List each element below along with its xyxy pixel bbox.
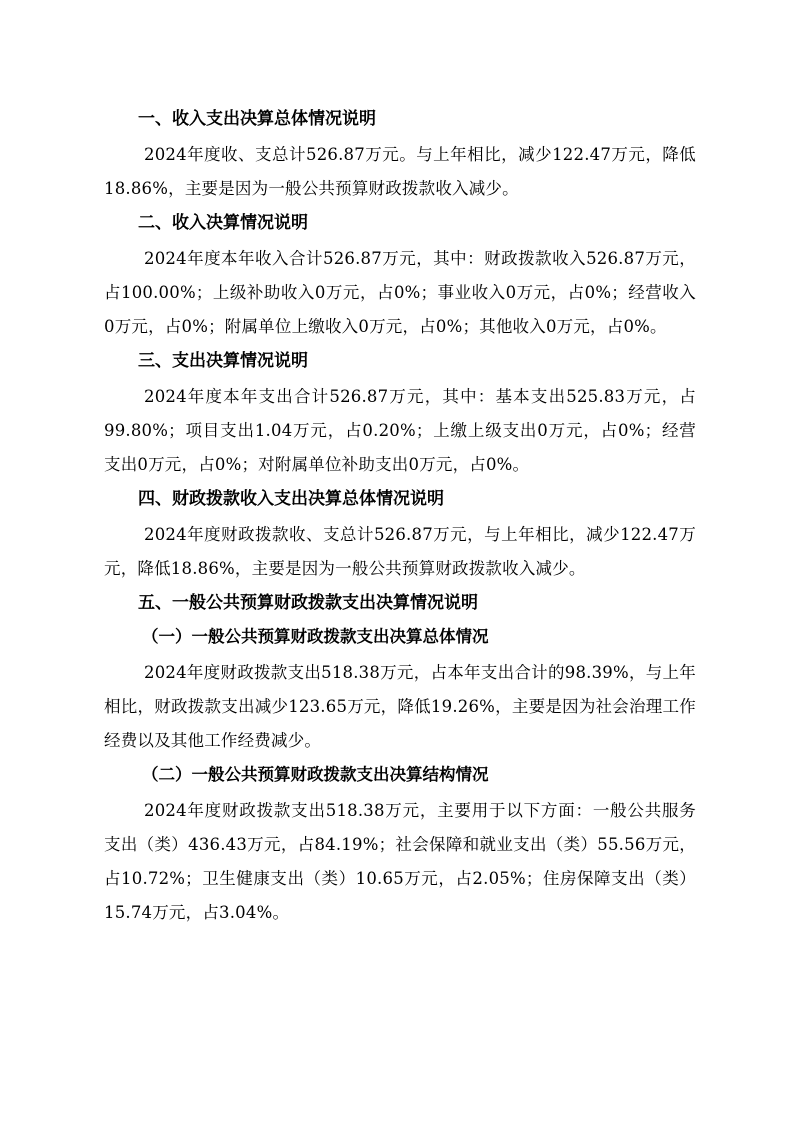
section-5-1-body: 2024年度财政拨款支出518.38万元，占本年支出合计的98.39%，与上年相比，财政拨款支出减少123.65万元，降低19.26%，主要是因为社会治理工作经费以及其他工作经费减少。: [104, 663, 696, 750]
section-5-1-heading: （一）一般公共预算财政拨款支出决算总体情况: [142, 627, 489, 646]
section-4-heading: 四、财政拨款收入支出决算总体情况说明: [138, 489, 444, 509]
section-1-heading: 一、收入支出决算总体情况说明: [138, 109, 376, 129]
section-2-heading: 二、收入决算情况说明: [138, 213, 308, 233]
section-3-body: 2024年度本年支出合计526.87万元，其中：基本支出525.83万元，占99.80%；项目支出1.04万元，占0.20%；上缴上级支出0万元，占0%；经营支出0万元，占0%；对附属单位补助支出0万元，占0%。: [104, 387, 696, 474]
section-2-body: 2024年度本年收入合计526.87万元，其中：财政拨款收入526.87万元，占100.00%；上级补助收入0万元，占0%；事业收入0万元，占0%；经营收入0万元，占0%；附属单位上缴收入0万元，占0%；其他收入0万元，占0%。: [104, 249, 696, 336]
section-5-2-body: 2024年度财政拨款支出518.38万元，主要用于以下方面：一般公共服务支出（类）436.43万元，占84.19%；社会保障和就业支出（类）55.56万元，占10.72%；卫生健康支出（类）10.65万元，占2.05%；住房保障支出（类）15.74万元，占3.04%。: [104, 801, 696, 922]
section-5-2-heading: （二）一般公共预算财政拨款支出决算结构情况: [142, 765, 489, 784]
section-3-heading: 三、支出决算情况说明: [138, 351, 308, 371]
document-content: [104, 104, 696, 932]
section-1-body: 2024年度收、支总计526.87万元。与上年相比，减少122.47万元，降低18.86%，主要是因为一般公共预算财政拨款收入减少。: [104, 145, 696, 198]
section-4-body: 2024年度财政拨款收、支总计526.87万元，与上年相比，减少122.47万元，降低18.86%，主要是因为一般公共预算财政拨款收入减少。: [104, 525, 696, 578]
section-5-heading: 五、一般公共预算财政拨款支出决算情况说明: [138, 593, 478, 613]
